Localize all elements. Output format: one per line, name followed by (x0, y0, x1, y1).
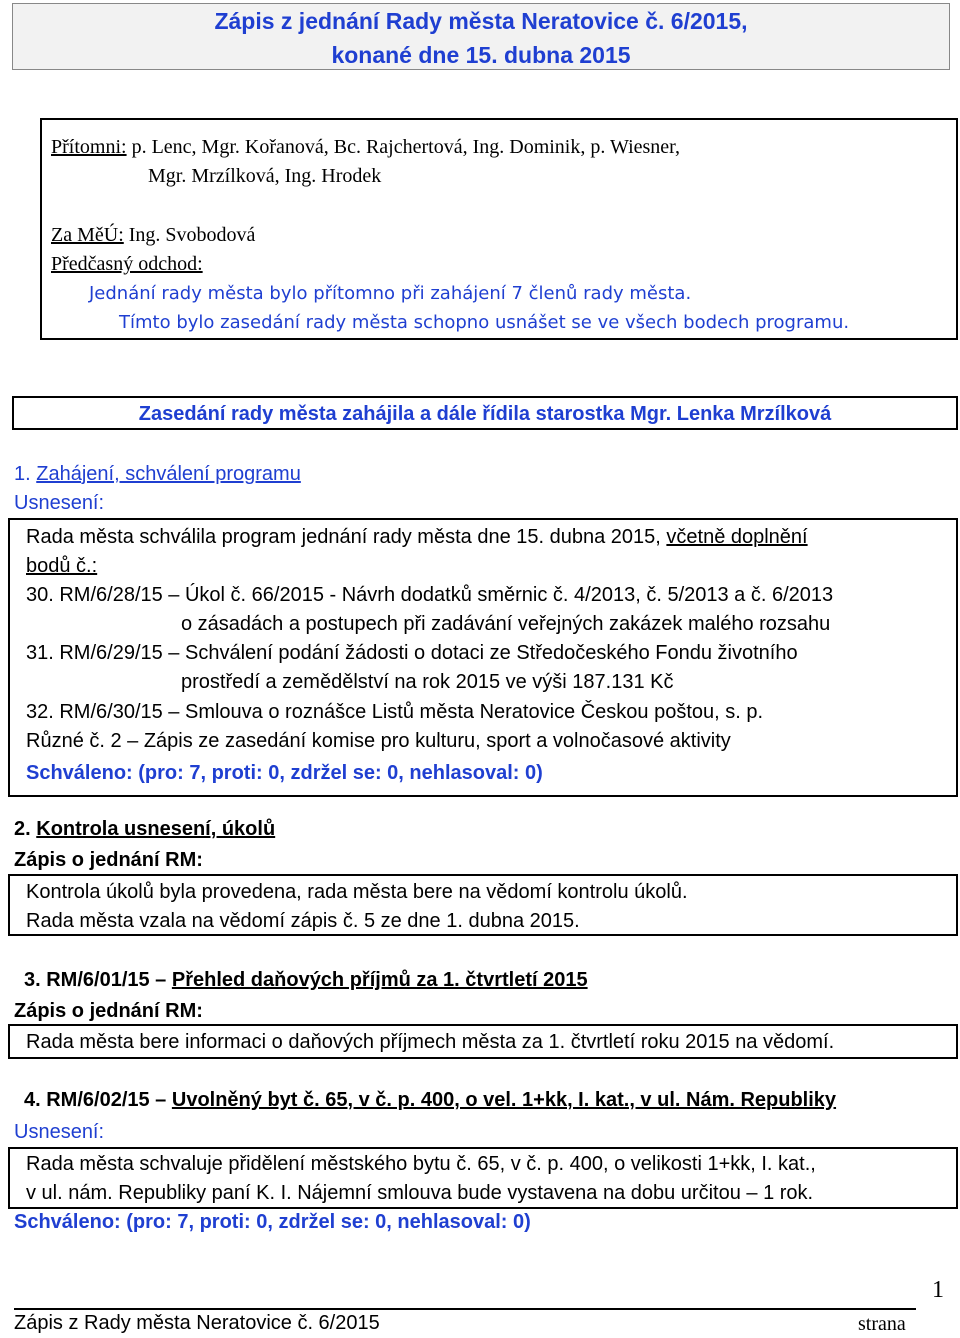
item1-number: 1. (14, 463, 37, 485)
item1-point31a: 31. RM/6/29/15 – Schválení podání žádosti o dotaci ze Středočeského Fondu životního (26, 642, 798, 664)
footer-doc-title: Zápis z Rady města Neratovice č. 6/2015 (14, 1312, 380, 1334)
item4-title: Uvolněný byt č. 65, v č. p. 400, o vel. 1+kk, I. kat., v ul. Nám. Republiky (171, 1089, 837, 1111)
page-number: 1 (932, 1277, 944, 1303)
item2-text2: Rada města vzala na vědomí zápis č. 5 ze dne 1. dubna 2015. (26, 910, 580, 932)
present-line (51, 133, 680, 162)
present-names: p. Lenc, Mgr. Kořanová, Bc. Rajchertová, Ing. Dominik, p. Wiesner, (126, 136, 681, 158)
item2-title: Kontrola usnesení, úkolů (36, 818, 276, 840)
document-title-box (12, 3, 950, 70)
item4-number: 4. RM/6/02/15 – (24, 1089, 172, 1111)
chair-banner: Zasedání rady města zahájila a dále řídila starostka Mgr. Lenka Mrzílková (12, 396, 958, 430)
item1-title: Zahájení, schválení programu (36, 463, 301, 485)
item1-text1a: Rada města schválila program jednání rady města dne 15. dubna 2015, (26, 526, 667, 548)
present-label: Přítomni: (51, 136, 127, 158)
item1-text-line1 (26, 523, 808, 552)
item1-point30a: 30. RM/6/28/15 – Úkol č. 66/2015 - Návrh dodatků směrnic č. 4/2013, č. 5/2013 a č. 6/2013 (26, 584, 834, 606)
item2-text1: Kontrola úkolů byla provedena, rada města bere na vědomí kontrolu úkolů. (26, 881, 688, 903)
attendance-box (40, 118, 958, 340)
item1-box (8, 518, 958, 797)
office-value: Ing. Svobodová (123, 224, 256, 246)
footer-page-label: strana (858, 1313, 906, 1335)
item2-heading (14, 815, 275, 844)
item1-text1b: včetně doplnění (666, 526, 808, 548)
office-line (51, 221, 255, 250)
item1-vote: Schváleno: (pro: 7, proti: 0, zdržel se: 0, nehlasoval: 0) (26, 762, 543, 784)
document-title-line2: konané dne 15. dubna 2015 (331, 42, 631, 68)
document-title-line1: Zápis z jednání Rady města Neratovice č. 6/2015, (214, 8, 748, 34)
item4-vote: Schváleno: (pro: 7, proti: 0, zdržel se: 0, nehlasoval: 0) (14, 1211, 531, 1233)
item2-box (8, 874, 958, 936)
item1-point30b: o zásadách a postupech při zadávání veřejných zakázek malého rozsahu (181, 613, 831, 635)
quorum-note-2: Tímto bylo zasedání rady města schopno usnášet se ve všech bodech programu. (119, 312, 850, 333)
item3-heading (24, 966, 588, 995)
present-names-cont: Mgr. Mrzílková, Ing. Hrodek (148, 165, 382, 187)
item1-point32: 32. RM/6/30/15 – Smlouva o roznášce Listů města Neratovice Českou poštou, s. p. (26, 701, 764, 723)
item1-point33: Různé č. 2 – Zápis ze zasedání komise pro kulturu, sport a volnočasové aktivity (26, 730, 731, 752)
office-label: Za MěÚ: (51, 224, 124, 246)
item1-heading (14, 460, 301, 489)
item2-minutes-label: Zápis o jednání RM: (14, 849, 203, 871)
item4-heading (24, 1086, 836, 1115)
item3-text1: Rada města bere informaci o daňových příjmech města za 1. čtvrtletí roku 2015 na vědomí. (26, 1031, 835, 1053)
item1-point31b: prostředí a zemědělství na rok 2015 ve výši 187.131 Kč (181, 671, 674, 693)
item3-box (8, 1024, 958, 1059)
item3-minutes-label: Zápis o jednání RM: (14, 1000, 203, 1022)
quorum-note-1: Jednání rady města bylo přítomno při zahájení 7 členů rady města. (89, 283, 692, 304)
item4-resolution-label: Usnesení: (14, 1121, 105, 1143)
item1-text-line2: bodů č.: (26, 555, 98, 577)
item3-title: Přehled daňových příjmů za 1. čtvrtletí 2015 (171, 969, 588, 991)
item4-box (8, 1147, 958, 1209)
item1-resolution-label: Usnesení: (14, 492, 105, 514)
item2-number: 2. (14, 818, 37, 840)
item4-text2: v ul. nám. Republiky paní K. I. Nájemní smlouva bude vystavena na dobu určitou – 1 rok. (26, 1182, 814, 1204)
item3-number: 3. RM/6/01/15 – (24, 969, 172, 991)
item4-text1: Rada města schvaluje přidělení městského bytu č. 65, v č. p. 400, o velikosti 1+kk, I. kat., (26, 1153, 816, 1175)
early-departure-label: Předčasný odchod: (51, 253, 203, 275)
